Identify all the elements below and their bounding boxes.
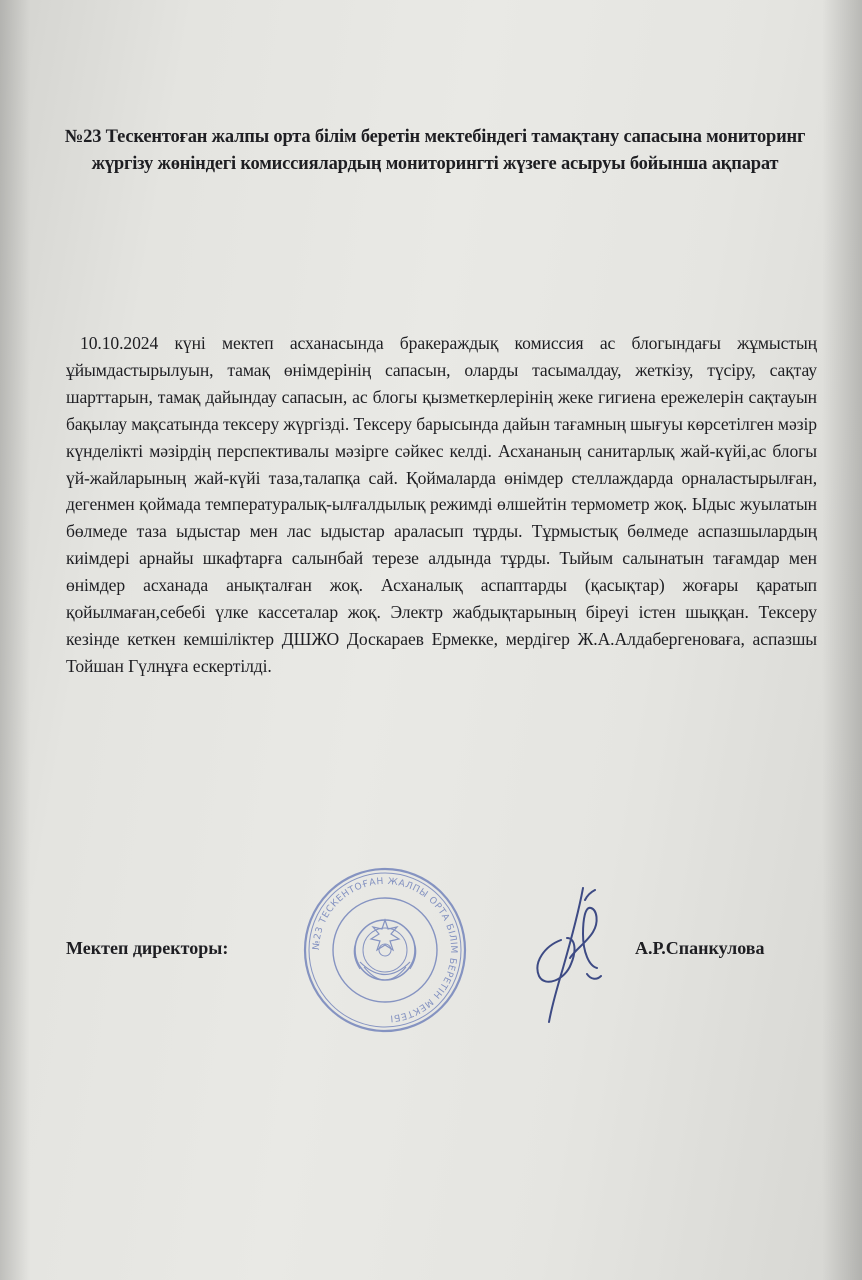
signature-label: Мектеп директоры: bbox=[66, 938, 229, 958]
page-shadow-right bbox=[822, 0, 862, 1280]
official-seal-icon bbox=[302, 867, 468, 1033]
document-title: №23 Тескентоған жалпы орта білім беретін мектебіндегі тамақтану сапасына мониторинг жүргізу жөніндегі комиссиялардың мониторингті жүзеге асыруы бойынша ақпарат bbox=[64, 127, 806, 174]
page-shadow-left bbox=[0, 0, 30, 1280]
handwritten-signature-icon bbox=[525, 880, 615, 1030]
signatory-name: А.Р.Спанкулова bbox=[635, 938, 765, 958]
seal-ring-text: №23 ТЕСКЕНТОҒАН ЖАЛПЫ ОРТА БІЛІМ БЕРЕТІН МЕКТЕБІ bbox=[310, 875, 460, 1024]
document-body: 10.10.2024 күні мектеп асханасында бракераждық комиссия ас блогындағы жұмыстың ұйымдастырылуын, тамақ өнімдерінің сапасын, оларды тасымалдау, жеткізу, түсіру, сақтау шарттарын, тамақ дайындау сапасын, ас блогы қызметкерлерінің жеке гигиена ережелерін сақтауын бақылау мақсатында тексеру жүргізді. Тексеру барысында дайын тағамның шығуы көрсетілген мәзір күнделікті мәзірдің перспективалы мәзірге сәйкес келді. Асхананың санитарлық жай-күйі,ас блогы үй-жайларының жай-күйі таза,талапқа сай. Қоймаларда өнімдер стеллаждарда орналастырылған, дегенмен қоймада температуралық-ылғалдылық режимді өлшейтін термометр жоқ. Ыдыс жуылатын бөлмеде таза ыдыстар мен лас ыдыстар араласып тұрды. Тұрмыстық бөлмеде аспазшылардың киімдері арнайы шкафтарға салынбай терезе алдында тұрды. Тыйым салынатын тағамдар мен өнімдер асханада анықталған жоқ. Асханалық аспаптарды (қасықтар) жоғары қаратып қойылмаған,себебі үлке кассеталар жоқ. Электр жабдықтарының біреуі істен шыққан. Тексеру кезінде кеткен кемшіліктер ДШЖО Доскараев Ермекке, мердігер Ж.А.Алдабергеноваға, аспазшы Тойшан Гүлнұға ескертілді. bbox=[66, 333, 817, 676]
